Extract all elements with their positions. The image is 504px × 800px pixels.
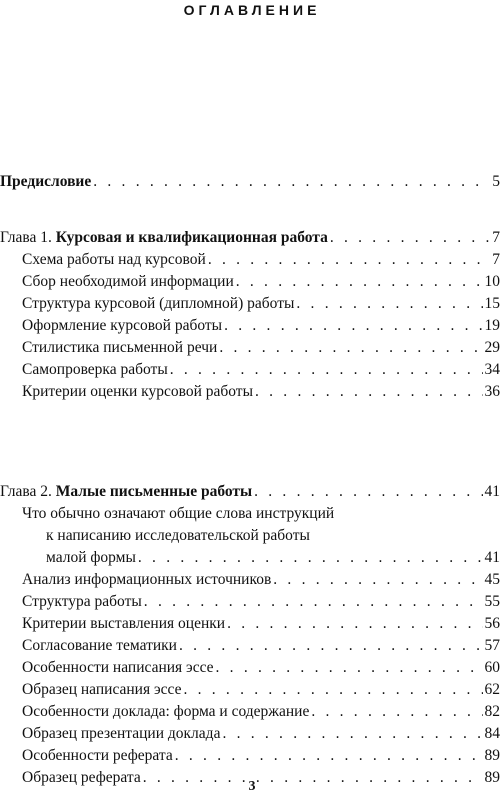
toc-entry[interactable]: [22, 745, 500, 767]
toc-page: 55: [484, 593, 500, 610]
toc-entry[interactable]: [22, 249, 500, 271]
toc-page: 62: [484, 681, 500, 698]
page-number: 3: [248, 779, 256, 794]
toc-label: Анализ информационных источников: [22, 571, 272, 588]
toc-entry[interactable]: [22, 635, 500, 657]
dot-leader: [216, 657, 483, 679]
chapter-title: Малые письменные работы: [55, 483, 253, 500]
toc-label: Схема работы над курсовой: [22, 251, 206, 268]
toc-page: 19: [484, 317, 500, 334]
toc-label: Образец презентации доклада: [22, 725, 221, 742]
dot-leader: [208, 249, 490, 271]
toc-page: 57: [484, 637, 500, 654]
dot-leader: [138, 547, 483, 569]
toc-entry[interactable]: [22, 271, 500, 293]
toc-page: 34: [484, 361, 500, 378]
toc-entry[interactable]: [22, 657, 500, 679]
dot-leader: [222, 723, 482, 745]
dot-leader: [224, 315, 482, 337]
toc-page: 45: [484, 571, 500, 588]
toc-entry[interactable]: [22, 569, 500, 591]
dot-leader: [227, 613, 482, 635]
dot-leader: [219, 337, 482, 359]
toc-label: Согласование тематики: [22, 637, 177, 654]
toc-label: малой формы: [46, 549, 136, 566]
toc-label: Образец реферата: [22, 769, 141, 786]
dot-leader: [179, 635, 483, 657]
dot-leader: [254, 481, 482, 503]
dot-leader: [330, 227, 490, 249]
chapter-title: Курсовая и квалификационная работа: [55, 229, 328, 246]
dot-leader: [311, 701, 482, 723]
toc-entry[interactable]: [22, 613, 500, 635]
toc-entry[interactable]: [22, 723, 500, 745]
dot-leader: [273, 569, 482, 591]
toc-entry[interactable]: [22, 359, 500, 381]
toc-page: 82: [484, 703, 500, 720]
toc-page: 15: [484, 295, 500, 312]
toc-label: Оформление курсовой работы: [22, 317, 223, 334]
toc-entry[interactable]: [22, 701, 500, 723]
toc-label: Критерии оценки курсовой работы: [22, 383, 253, 400]
toc-multiline-line1[interactable]: Что обычно означают общие слова инструкций: [22, 505, 335, 522]
toc-entry[interactable]: [22, 381, 500, 403]
toc-page: 29: [484, 339, 500, 356]
dot-leader: [296, 293, 482, 315]
toc-page: 84: [484, 725, 500, 742]
toc-page: 10: [484, 273, 500, 290]
toc-entry[interactable]: [22, 293, 500, 315]
page-title: ОГЛАВЛЕНИЕ: [183, 2, 321, 18]
toc-page: 89: [484, 747, 500, 764]
dot-leader: [236, 271, 483, 293]
toc-page: 36: [484, 383, 500, 400]
toc-page: 60: [484, 659, 500, 676]
toc-entry-preface[interactable]: [0, 171, 500, 193]
toc-label: Структура работы: [22, 593, 142, 610]
toc-label: Сбор необходимой информации: [22, 273, 234, 290]
toc-label: Особенности написания эссе: [22, 659, 214, 676]
chapter-prefix: Глава 1.: [0, 229, 52, 246]
toc-page: 56: [484, 615, 500, 632]
chapter-prefix: Глава 2.: [0, 483, 52, 500]
toc-multiline-line2[interactable]: к написанию исследовательской работы: [46, 527, 310, 544]
toc-entry[interactable]: [22, 337, 500, 359]
toc-entry-chapter-1[interactable]: [0, 227, 500, 249]
toc-entry[interactable]: [22, 591, 500, 613]
dot-leader: [255, 381, 483, 403]
toc-page: 5: [492, 173, 500, 190]
toc-label: Предисловие: [0, 173, 92, 190]
toc-page: 7: [492, 251, 500, 268]
toc-page: 41: [484, 483, 500, 500]
toc-entry[interactable]: [22, 679, 500, 701]
toc-label: Образец написания эссе: [22, 681, 182, 698]
toc-label: Особенности доклада: форма и содержание: [22, 703, 310, 720]
toc-entry-chapter-2[interactable]: [0, 481, 500, 503]
dot-leader: [93, 171, 490, 193]
toc-label: Самопроверка работы: [22, 361, 168, 378]
toc-label: Особенности реферата: [22, 747, 173, 764]
toc-page: 89: [484, 769, 500, 786]
toc-label: Стилистика письменной речи: [22, 339, 218, 356]
toc-entry[interactable]: [22, 315, 500, 337]
toc-entry-small-form[interactable]: [46, 547, 500, 569]
dot-leader: [170, 359, 483, 381]
toc-page: 7: [492, 229, 500, 246]
dot-leader: [183, 679, 482, 701]
toc-label: Критерии выставления оценки: [22, 615, 226, 632]
dot-leader: [144, 591, 483, 613]
dot-leader: [175, 745, 483, 767]
toc-label: Структура курсовой (дипломной) работы: [22, 295, 295, 312]
toc-page: 41: [484, 549, 500, 566]
